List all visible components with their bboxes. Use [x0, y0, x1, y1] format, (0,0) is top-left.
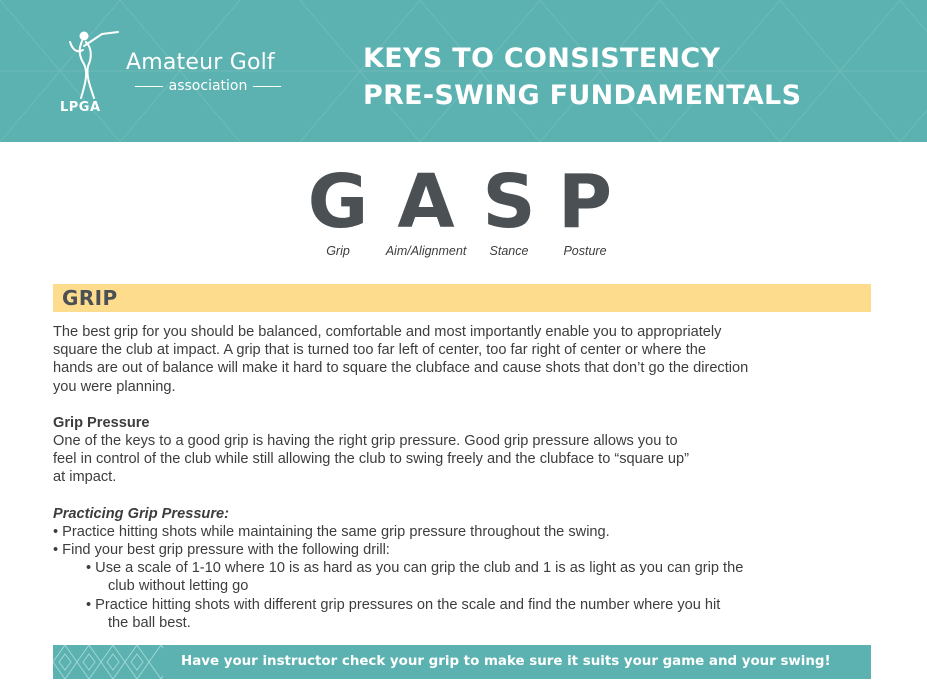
gasp-word: Posture — [563, 244, 607, 258]
pressure-line: One of the keys to a good grip is having the right grip pressure. Good grip pressure allows you to — [53, 433, 678, 450]
section-heading: GRIP — [62, 286, 118, 310]
org-name: LPGA — [60, 100, 101, 115]
sub-bullet-line: • Practice hitting shots with different grip pressures on the scale and find the number where you hit — [86, 596, 721, 613]
lpga-logo — [56, 28, 296, 120]
pressure-line: feel in control of the club while still allowing the club to swing freely and the clubface to “square up” — [53, 451, 689, 468]
gasp-word: Stance — [489, 244, 529, 258]
bullet-item: • Practice hitting shots while maintaining the same grip pressure throughout the swing. — [53, 523, 610, 540]
brand-subtitle — [128, 78, 288, 94]
gasp-acronym — [300, 159, 630, 262]
brand-sub-text: association — [168, 78, 248, 94]
brand-name: Amateur Golf — [126, 50, 275, 75]
gasp-letter: S — [482, 159, 536, 245]
banner-text: Have your instructor check your grip to make sure it suits your game and your swing! — [181, 654, 831, 669]
bullet-item: • Find your best grip pressure with the following drill: — [53, 542, 390, 559]
gasp-letter: G — [307, 159, 369, 245]
intro-line: The best grip for you should be balanced, comfortable and most importantly enable you to appropriately — [53, 324, 722, 340]
diamond-pattern — [53, 645, 163, 679]
gasp-item-grip — [300, 159, 376, 259]
title-line-1: KEYS TO CONSISTENCY — [363, 43, 721, 74]
intro-line: square the club at impact. A grip that is turned too far left of center, too far right of center or where the — [53, 342, 707, 359]
gasp-word: Grip — [326, 244, 350, 258]
intro-line: you were planning. — [53, 378, 176, 395]
sub-bullet-line: the ball best. — [108, 614, 191, 631]
golfer-icon — [56, 28, 126, 102]
intro-line: hands are out of balance will make it hard to square the clubface and cause shots that don’t go the direction — [53, 360, 749, 377]
gasp-item-posture — [550, 159, 620, 259]
gasp-word: Aim/Alignment — [385, 244, 467, 258]
sub-bullet-line: club without letting go — [108, 578, 249, 595]
section-heading-bar — [53, 284, 871, 312]
header-band — [0, 0, 927, 142]
sub-bullet-item — [53, 596, 883, 632]
tip-banner — [53, 645, 871, 679]
sub-bullet-item — [53, 559, 883, 595]
sub-bullet-line: • Use a scale of 1-10 where 10 is as hard as you can grip the club and 1 is as light as you can grip the — [86, 560, 744, 577]
gasp-letter: P — [557, 159, 613, 245]
gasp-item-aim — [376, 159, 476, 259]
page-title — [363, 40, 801, 114]
section-body — [53, 323, 883, 632]
gasp-item-stance — [476, 159, 542, 259]
subheading-practice: Practicing Grip Pressure: — [53, 505, 230, 522]
gasp-letter: A — [397, 159, 455, 245]
title-line-2: PRE-SWING FUNDAMENTALS — [363, 80, 802, 111]
subheading-grip-pressure: Grip Pressure — [53, 414, 150, 431]
pressure-line: at impact. — [53, 469, 117, 486]
